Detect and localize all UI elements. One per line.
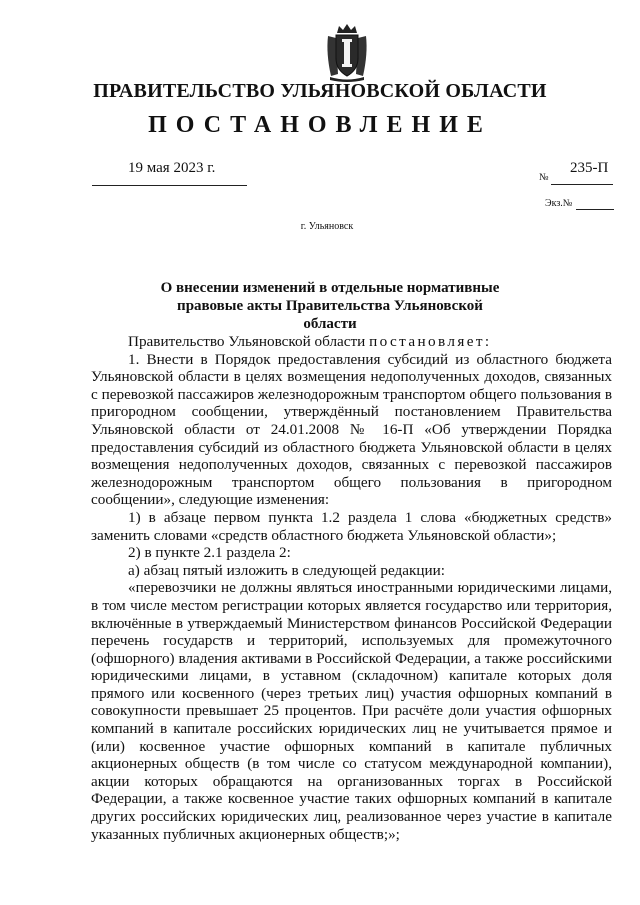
paragraph-1: 1. Внести в Порядок предоставления субсидий из областного бюджета Ульяновской области в целях возмещения недополученных доходов, связанных с перевозкой пассажиров железнодорожным транспортом общего пользования в пригородном сообщении, утверждённый постановлением Правительства Ульяновской области от 24.01.2008 № 16-П «Об утверждении Порядка предоставления субсидий из областного бюджета Ульяновской области в целях возмещения недополученных доходов, связанных с перевозкой пассажиров железнодорожным транспортом общего пользования в пригородном сообщении», следующие изменения: — [91, 350, 612, 509]
title-line-2: правовые акты Правительства Ульяновской области — [177, 298, 483, 332]
number-label: № — [539, 172, 549, 183]
government-name: ПРАВИТЕЛЬСТВО УЛЬЯНОВСКОЙ ОБЛАСТИ — [93, 80, 547, 102]
copy-number-underline — [576, 209, 614, 210]
document-body — [91, 333, 612, 843]
document-title — [150, 279, 510, 333]
intro-spaced-verb: постановляет: — [369, 333, 492, 350]
document-type: ПОСТАНОВЛЕНИЕ — [148, 112, 492, 138]
date-underline — [92, 185, 247, 186]
city: г. Ульяновск — [300, 221, 354, 232]
document-number: 235-П — [570, 160, 609, 176]
intro-paragraph — [91, 333, 612, 351]
number-underline — [551, 184, 613, 185]
copy-number-label: Экз.№ — [545, 198, 573, 209]
paragraph-4: а) абзац пятый изложить в следующей редакции: — [128, 561, 445, 579]
paragraph-2: 1) в абзаце первом пункта 1.2 раздела 1 слова «бюджетных средств» заменить словами «средств областного бюджета Ульяновской области»; — [91, 508, 612, 544]
title-line-1: О внесении изменений в отдельные нормативные — [160, 280, 500, 296]
coat-of-arms-icon — [324, 24, 370, 82]
document-date: 19 мая 2023 г. — [128, 160, 216, 176]
paragraph-5: «перевозчики не должны являться иностранными юридическими лицами, в том числе местом регистрации которых является государство или территория, включённые в утверждаемый Министерством финансов Российской Федерации перечень государств и территорий, используемых для промежуточного (офшорного) владения активами в Российской Федерации, а также российскими юридическими лицами, в уставном (складочном) капитале которых доля прямого или косвенного (через третьих лиц) участия офшорных компаний в совокупности превышает 25 процентов. При расчёте доли участия офшорных компаний в капитале российских юридических лиц не учитывается прямое и (или) косвенное участие офшорных компаний в капитале публичных акционерных обществ (в том числе со статусом международной компании), акции которых обращаются на организованных торгах в Российской Федерации, а также косвенное участие таких офшорных компаний в капитале других российских юридических лиц, реализованное через участие в капитале указанных публичных акционерных обществ;»; — [91, 579, 612, 843]
paragraph-3: 2) в пункте 2.1 раздела 2: — [128, 544, 291, 562]
intro-prefix: Правительство Ульяновской области — [128, 333, 370, 350]
